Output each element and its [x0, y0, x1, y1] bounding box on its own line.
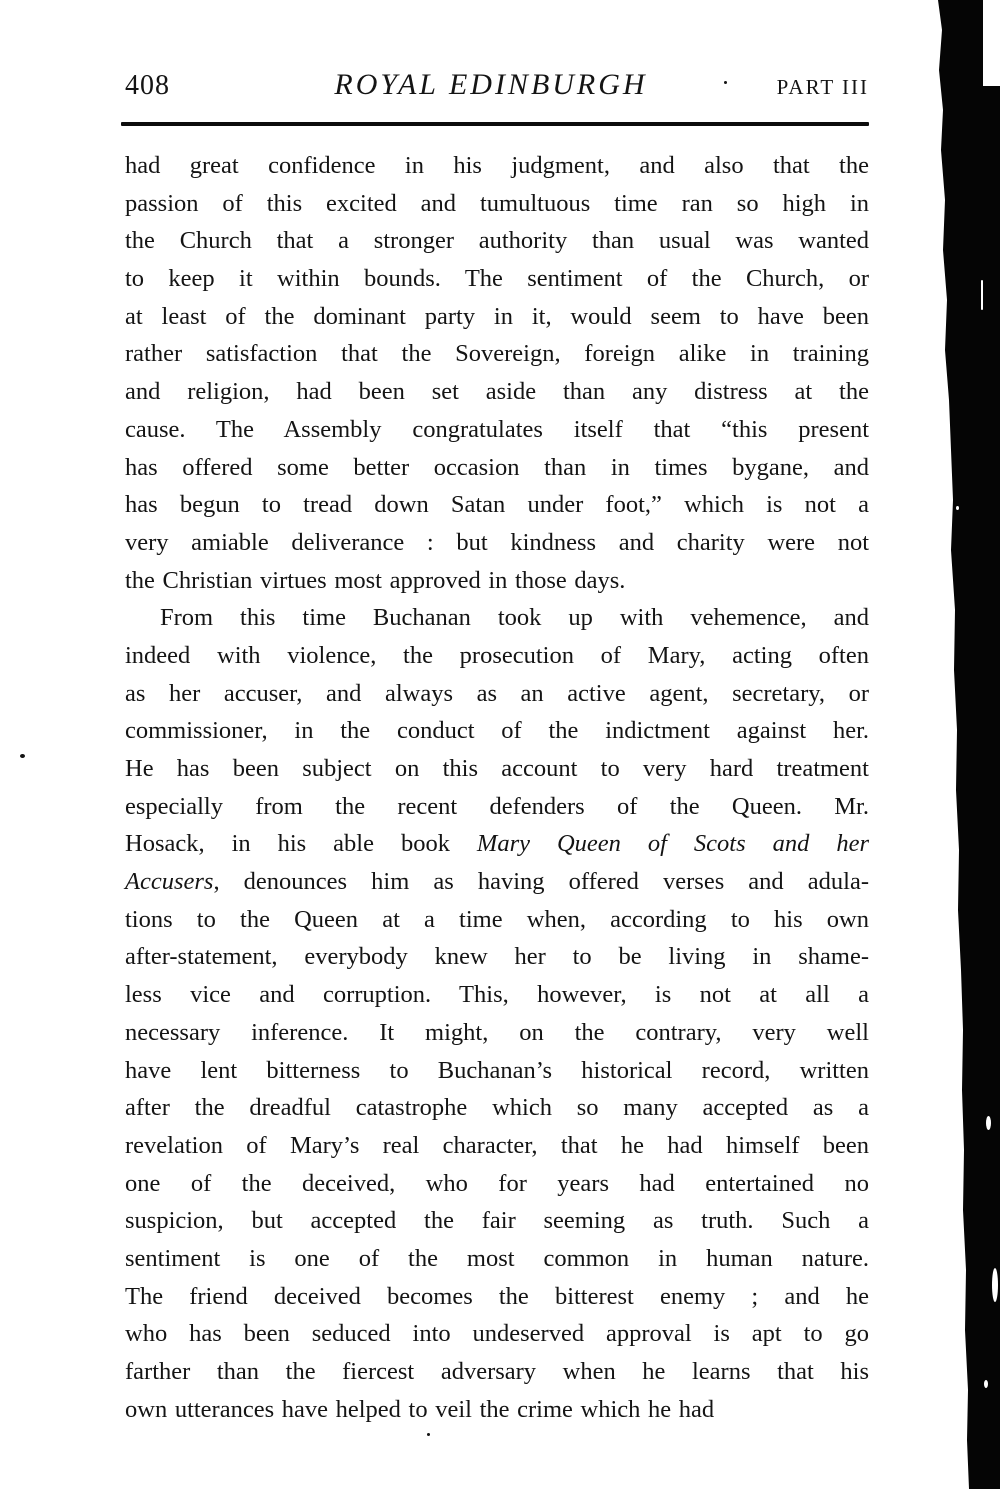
text-line — [125, 863, 869, 901]
text-segment: rather satisfaction that the Sovereign, foreign alike in training — [125, 340, 869, 368]
text-line — [125, 712, 869, 750]
text-segment: cause. The Assembly congratulates itself that “this present — [125, 415, 869, 443]
text-segment: after-statement, everybody knew her to be living in shame- — [125, 943, 869, 971]
text-segment: , denounces him as having offered verses and adula- — [213, 868, 869, 896]
paragraph — [125, 147, 869, 599]
text-segment: has offered some better occasion than in times bygane, and — [125, 453, 869, 481]
text-segment: at least of the dominant party in it, would seem to have been — [125, 302, 869, 330]
scan-speck — [986, 1116, 991, 1130]
paragraph — [125, 599, 869, 1428]
text-segment: The friend deceived becomes the bitterest enemy ; and he — [125, 1282, 869, 1310]
text-line — [125, 1353, 869, 1391]
text-segment: tions to the Queen at a time when, according to his own — [125, 905, 869, 933]
text-segment: Hosack, in his able book — [125, 830, 477, 858]
text-segment: the Christian virtues most approved in those days. — [125, 566, 626, 594]
scan-edge-shadow — [930, 0, 1000, 1489]
text-segment: From this time Buchanan took up with vehemence, and — [160, 604, 869, 632]
text-segment: has begun to tread down Satan under foot,” which is not a — [125, 491, 869, 519]
text-segment: to keep it within bounds. The sentiment of the Church, or — [125, 265, 869, 293]
text-line — [125, 562, 869, 600]
text-segment: very amiable deliverance : but kindness and charity were not — [125, 528, 869, 556]
text-line — [125, 449, 869, 487]
text-segment: after the dreadful catastrophe which so many accepted as a — [125, 1094, 869, 1122]
text-segment: passion of this excited and tumultuous time ran so high in — [125, 189, 869, 217]
text-line — [125, 1089, 869, 1127]
text-segment: had great confidence in his judgment, and also that the — [125, 152, 869, 179]
text-line — [125, 825, 869, 863]
running-title: ROYAL EDINBURGH — [334, 68, 648, 101]
header-rule — [121, 122, 869, 126]
text-line — [125, 222, 869, 260]
italic-book-title: Accusers — [125, 868, 214, 896]
ink-speck — [724, 81, 727, 84]
text-line — [125, 750, 869, 788]
text-line — [125, 901, 869, 939]
text-segment: who has been seduced into undeserved approval is apt to go — [125, 1320, 869, 1348]
text-line — [125, 675, 869, 713]
text-segment: less vice and corruption. This, however, is not at all a — [125, 981, 869, 1009]
text-line — [125, 1165, 869, 1203]
text-segment: indeed with violence, the prosecution of Mary, acting often — [125, 641, 869, 669]
text-line — [125, 938, 869, 976]
text-line — [125, 788, 869, 826]
page-header — [125, 68, 869, 102]
scan-speck — [956, 506, 959, 510]
scan-speck — [984, 1380, 988, 1388]
scan-speck — [992, 1268, 998, 1302]
text-line — [125, 298, 869, 336]
text-line — [125, 486, 869, 524]
text-line — [125, 185, 869, 223]
page-number: 408 — [125, 70, 170, 101]
text-line — [125, 637, 869, 675]
scan-speck — [981, 280, 983, 310]
text-line — [125, 411, 869, 449]
text-segment: farther than the fiercest adversary when he learns that his — [125, 1358, 869, 1385]
text-line — [125, 1014, 869, 1052]
text-line — [125, 373, 869, 411]
text-line — [125, 976, 869, 1014]
text-segment: have lent bitterness to Buchanan’s historical record, written — [125, 1056, 869, 1084]
ink-speck — [427, 1433, 430, 1436]
text-line — [125, 1391, 869, 1429]
text-segment: as her accuser, and always as an active agent, secretary, or — [125, 679, 869, 707]
text-line — [125, 1240, 869, 1278]
text-segment: and religion, had been set aside than any distress at the — [125, 378, 869, 406]
text-line — [125, 1202, 869, 1240]
text-segment: especially from the recent defenders of the Queen. Mr. — [125, 792, 869, 820]
text-line — [125, 147, 869, 185]
text-segment: commissioner, in the conduct of the indictment against her. — [125, 717, 869, 745]
text-segment: revelation of Mary’s real character, that he had himself been — [125, 1131, 869, 1159]
text-segment: He has been subject on this account to very hard treatment — [125, 755, 869, 782]
text-line — [125, 1278, 869, 1316]
text-segment: necessary inference. It might, on the contrary, very well — [125, 1018, 869, 1046]
text-line — [125, 1052, 869, 1090]
text-line — [125, 1315, 869, 1353]
text-segment: suspicion, but accepted the fair seeming as truth. Such a — [125, 1207, 869, 1235]
part-label: PART III — [776, 75, 869, 99]
text-segment: the Church that a stronger authority than usual was wanted — [125, 227, 869, 255]
body-text — [125, 147, 869, 1428]
scan-edge-notch — [983, 0, 1000, 86]
text-segment: one of the deceived, who for years had entertained no — [125, 1169, 869, 1197]
text-line — [125, 1127, 869, 1165]
text-line — [125, 599, 869, 637]
text-line — [125, 335, 869, 373]
text-segment: sentiment is one of the most common in human nature. — [125, 1244, 869, 1272]
text-line — [125, 524, 869, 562]
italic-book-title: Mary Queen of Scots and her — [476, 830, 869, 858]
text-segment: own utterances have helped to veil the crime which he had — [125, 1395, 715, 1423]
text-line — [125, 260, 869, 298]
ink-speck — [20, 754, 25, 758]
